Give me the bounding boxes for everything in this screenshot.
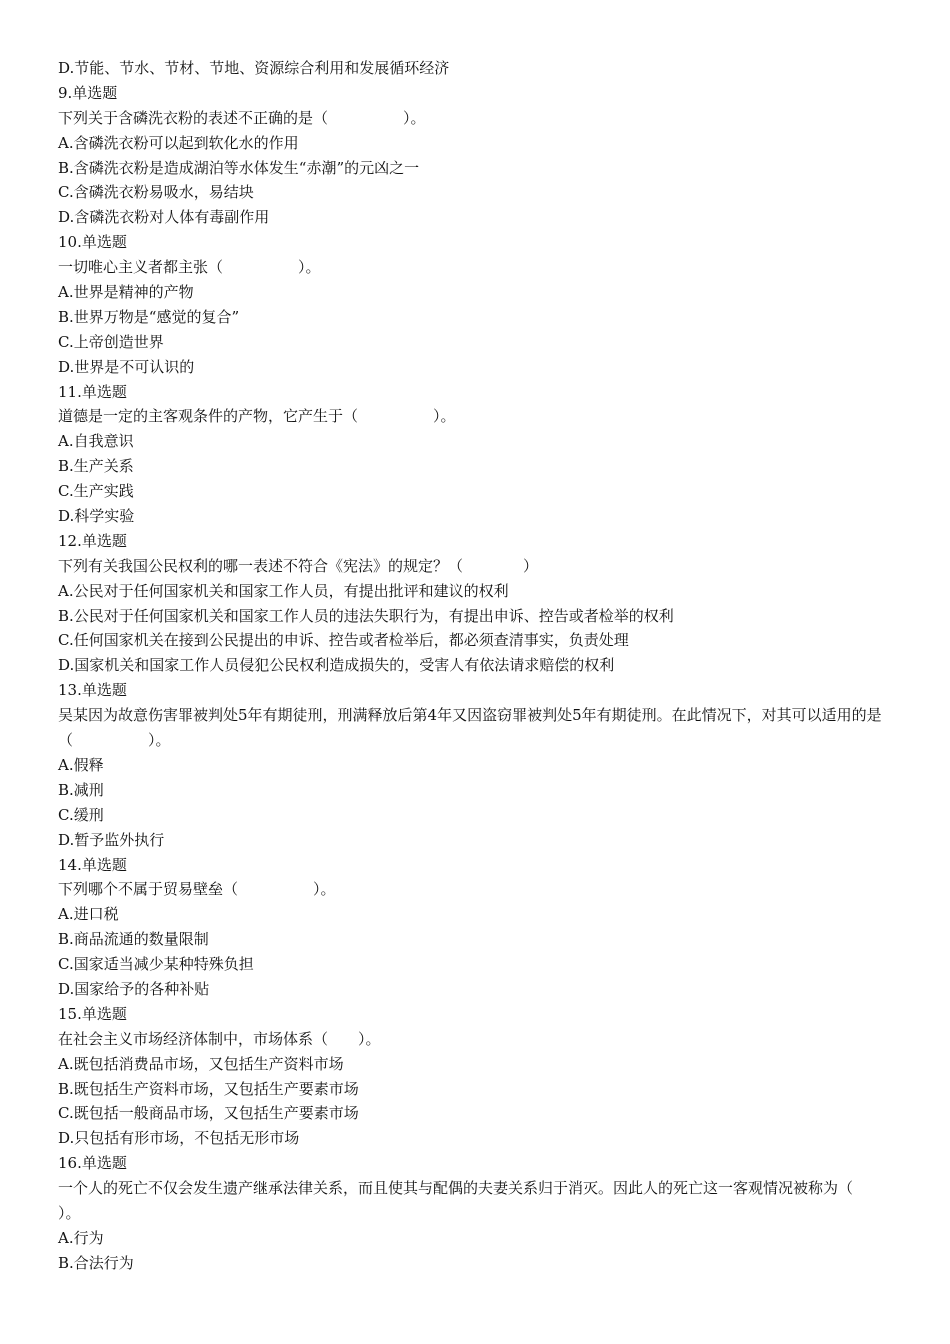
question-block	[58, 529, 894, 678]
question-header: 14.单选题	[58, 855, 127, 874]
option-text: A.世界是精神的产物	[58, 283, 194, 302]
option-text: A.自我意识	[58, 432, 134, 451]
option-text: C.生产实践	[58, 482, 134, 501]
question-block	[58, 1002, 894, 1151]
question-block	[58, 853, 894, 1002]
question-stem: 一切唯心主义者都主张（ ）。	[58, 258, 321, 277]
question-header: 11.单选题	[58, 382, 127, 401]
option-text: C.上帝创造世界	[58, 332, 164, 351]
option-text: D.只包括有形市场，不包括无形市场	[58, 1129, 300, 1148]
question-block	[58, 678, 894, 852]
option-text: B.既包括生产资料市场，又包括生产要素市场	[58, 1079, 359, 1098]
option-text: C.国家适当减少某种特殊负担	[58, 955, 254, 974]
option-text: C.含磷洗衣粉易吸水，易结块	[58, 183, 254, 202]
question-stem: 下列哪个不属于贸易壁垒（ ）。	[58, 880, 336, 899]
question-block	[58, 380, 894, 529]
option-text: A.既包括消费品市场，又包括生产资料市场	[58, 1054, 344, 1073]
question-header: 9.单选题	[58, 83, 118, 102]
question-header: 12.单选题	[58, 531, 127, 550]
option-text: B.减刑	[58, 780, 104, 799]
question-header: 15.单选题	[58, 1004, 127, 1023]
option-text: D.含磷洗衣粉对人体有毒副作用	[58, 208, 270, 227]
option-text: D.国家机关和国家工作人员侵犯公民权利造成损失的，受害人有依法请求赔偿的权利	[58, 656, 615, 675]
option-text: C.既包括一般商品市场，又包括生产要素市场	[58, 1104, 359, 1123]
option-text: A.假释	[58, 755, 104, 774]
option-text: D.科学实验	[58, 507, 135, 526]
option-text: B.合法行为	[58, 1253, 134, 1272]
question-block	[58, 230, 894, 379]
document-page	[58, 56, 894, 1276]
option-text: B.商品流通的数量限制	[58, 930, 209, 949]
question-block	[58, 81, 894, 230]
question-block	[58, 1151, 894, 1275]
question-header: 10.单选题	[58, 233, 127, 252]
question-stem: 道德是一定的主客观条件的产物，它产生于（ ）。	[58, 407, 456, 426]
question-stem: 吴某因为故意伤害罪被判处5年有期徒刑，刑满释放后第4年又因盗窃罪被判处5年有期徒刑。在此情况下，对其可以适用的是（ ）。	[58, 706, 882, 750]
option-text: B.含磷洗衣粉是造成湖泊等水体发生“赤潮”的元凶之一	[58, 158, 420, 177]
option-text: A.进口税	[58, 905, 119, 924]
option-text: D.节能、节水、节材、节地、资源综合利用和发展循环经济	[58, 59, 450, 77]
question-header: 13.单选题	[58, 681, 127, 700]
question-header: 16.单选题	[58, 1154, 127, 1173]
question-stem: 一个人的死亡不仅会发生遗产继承法律关系，而且使其与配偶的夫妻关系归于消灭。因此人的死亡这一客观情况被称为（ ）。	[58, 1179, 884, 1223]
option-text: B.生产关系	[58, 457, 134, 476]
option-text: C.任何国家机关在接到公民提出的申诉、控告或者检举后，都必须查清事实，负责处理	[58, 631, 629, 650]
question-stem: 在社会主义市场经济体制中，市场体系（ ）。	[58, 1029, 381, 1048]
option-text: D.世界是不可认识的	[58, 357, 195, 376]
question-stem: 下列关于含磷洗衣粉的表述不正确的是（ ）。	[58, 108, 426, 127]
option-text: B.公民对于任何国家机关和国家工作人员的违法失职行为，有提出申诉、控告或者检举的权利	[58, 606, 674, 625]
option-text: D.国家给予的各种补贴	[58, 979, 210, 998]
option-text: C.缓刑	[58, 805, 104, 824]
option-text: B.世界万物是“感觉的复合”	[58, 307, 240, 326]
option-text: A.行为	[58, 1228, 104, 1247]
question-stem: 下列有关我国公民权利的哪一表述不符合《宪法》的规定？（ ）	[58, 556, 539, 575]
option-text: A.含磷洗衣粉可以起到软化水的作用	[58, 133, 299, 152]
option-text: D.暂予监外执行	[58, 830, 165, 849]
option-text: A.公民对于任何国家机关和国家工作人员，有提出批评和建议的权利	[58, 581, 509, 600]
